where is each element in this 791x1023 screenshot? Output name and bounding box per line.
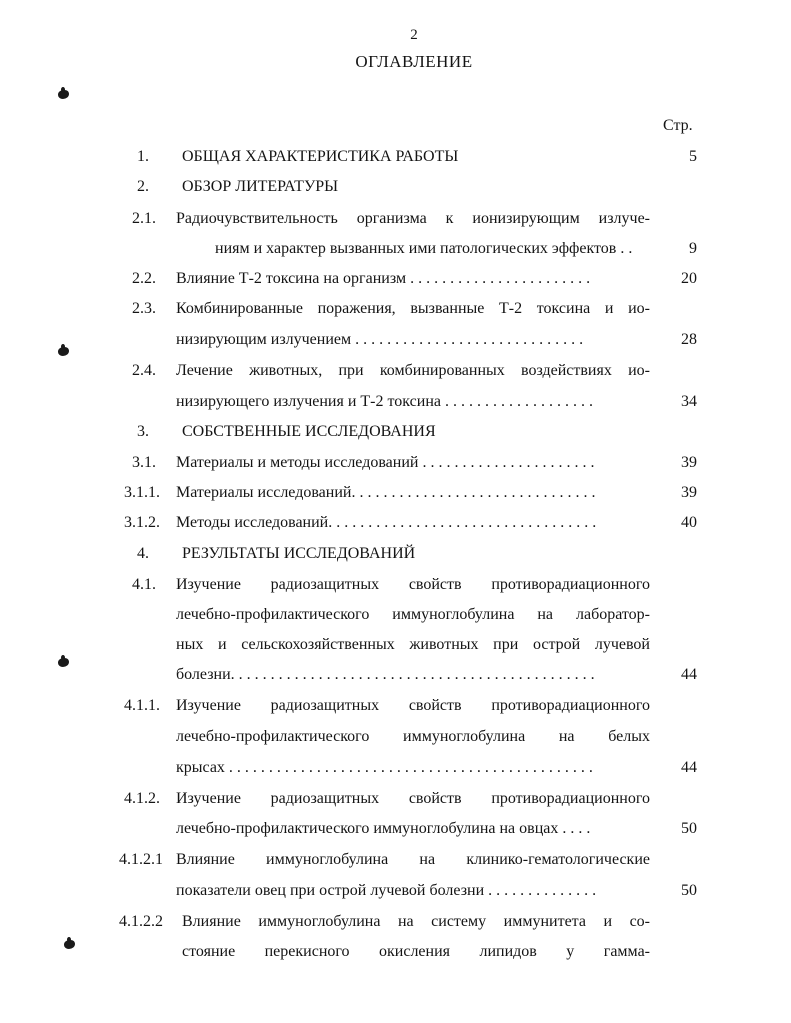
toc-entry-line: низирующего излучения и Т-2 токсина . . . . . . . . . . . . . . . . . . . [176, 393, 593, 410]
toc-entry-line: низирующим излучением . . . . . . . . . . . . . . . . . . . . . . . . . . . . . [176, 331, 584, 348]
toc-entry-line: ных и сельскохозяйственных животных при острой лучевой [176, 636, 650, 653]
toc-entry-page: 44 [681, 666, 697, 683]
toc-entry-line: Изучение радиозащитных свойств противорадиационного [176, 790, 650, 807]
toc-entry-page: 34 [681, 393, 697, 410]
toc-entry-line: лечебно-профилактического иммуноглобулина на белых [176, 728, 650, 745]
page-column-label: Стр. [663, 117, 693, 134]
margin-mark-icon [64, 940, 75, 949]
toc-entry-number: 4.1.2. [124, 790, 160, 807]
toc-entry-line: Лечение животных, при комбинированных воздействиях ио- [176, 362, 650, 379]
toc-entry-number: 3.1.1. [124, 484, 160, 501]
toc-entry-page: 39 [681, 454, 697, 471]
toc-entry-line: Изучение радиозащитных свойств противорадиационного [176, 576, 650, 593]
toc-entry-page: 50 [681, 820, 697, 837]
toc-entry-number: 4.1.2.2 [119, 913, 163, 930]
toc-entry-line: лечебно-профилактического иммуноглобулина на лаборатор- [176, 606, 650, 623]
toc-entry-line: Материалы и методы исследований . . . . . . . . . . . . . . . . . . . . . . [176, 454, 595, 471]
toc-entry-number: 1. [137, 148, 149, 165]
toc-entry-number: 2.3. [132, 300, 156, 317]
toc-entry-number: 2.2. [132, 270, 156, 287]
toc-entry-number: 2.4. [132, 362, 156, 379]
toc-entry-number: 4. [137, 545, 149, 562]
toc-entry-line: Методы исследований. . . . . . . . . . . . . . . . . . . . . . . . . . . . . . . . . . [176, 514, 597, 531]
toc-entry-page: 5 [689, 148, 697, 165]
toc-entry-page: 40 [681, 514, 697, 531]
toc-entry-line: Изучение радиозащитных свойств противорадиационного [176, 697, 650, 714]
page-number: 2 [410, 27, 418, 43]
toc-entry-page: 20 [681, 270, 697, 287]
toc-entry-title: РЕЗУЛЬТАТЫ ИССЛЕДОВАНИЙ [182, 545, 416, 562]
toc-entry-title: ОБЗОР ЛИТЕРАТУРЫ [182, 178, 339, 195]
margin-mark-icon [58, 658, 69, 667]
toc-entry-number: 3.1.2. [124, 514, 160, 531]
toc-entry-number: 3.1. [132, 454, 156, 471]
toc-entry-number: 3. [137, 423, 149, 440]
margin-mark-icon [58, 90, 69, 99]
toc-entry-line: Радиочувствительность организма к ионизирующим излуче- [176, 210, 650, 227]
toc-entry-line: показатели овец при острой лучевой болезни . . . . . . . . . . . . . . [176, 882, 597, 899]
toc-entry-line: стояние перекисного окисления липидов у гамма- [182, 943, 650, 960]
margin-mark-icon [58, 347, 69, 356]
toc-entry-title: ОБЩАЯ ХАРАКТЕРИСТИКА РАБОТЫ [182, 148, 459, 165]
toc-entry-page: 9 [689, 240, 697, 257]
toc-entry-line: Влияние иммуноглобулина на систему иммунитета и со- [182, 913, 650, 930]
toc-entry-number: 2.1. [132, 210, 156, 227]
page-title: ОГЛАВЛЕНИЕ [355, 52, 473, 71]
toc-entry-number: 4.1. [132, 576, 156, 593]
toc-entry-number: 4.1.2.1 [119, 851, 163, 868]
toc-entry-line: болезни. . . . . . . . . . . . . . . . . . . . . . . . . . . . . . . . . . . . . . . . . . . . . . [176, 666, 595, 683]
toc-entry-page: 39 [681, 484, 697, 501]
toc-entry-line: Комбинированные поражения, вызванные Т-2 токсина и ио- [176, 300, 650, 317]
toc-entry-line: ниям и характер вызванных ими патологических эффектов . . [215, 240, 633, 257]
toc-entry-line: Материалы исследований. . . . . . . . . . . . . . . . . . . . . . . . . . . . . . . [176, 484, 596, 501]
toc-entry-page: 28 [681, 331, 697, 348]
toc-entry-line: Влияние иммуноглобулина на клинико-гематологические [176, 851, 650, 868]
toc-entry-line: крысах . . . . . . . . . . . . . . . . . . . . . . . . . . . . . . . . . . . . . . . . . . . . . . [176, 759, 593, 776]
toc-entry-line: лечебно-профилактического иммуноглобулина на овцах . . . . [176, 820, 591, 837]
toc-entry-line: Влияние Т-2 токсина на организм . . . . . . . . . . . . . . . . . . . . . . . [176, 270, 591, 287]
toc-entry-number: 4.1.1. [124, 697, 160, 714]
toc-entry-page: 50 [681, 882, 697, 899]
toc-entry-number: 2. [137, 178, 149, 195]
toc-entry-title: СОБСТВЕННЫЕ ИССЛЕДОВАНИЯ [182, 423, 436, 440]
toc-entry-page: 44 [681, 759, 697, 776]
